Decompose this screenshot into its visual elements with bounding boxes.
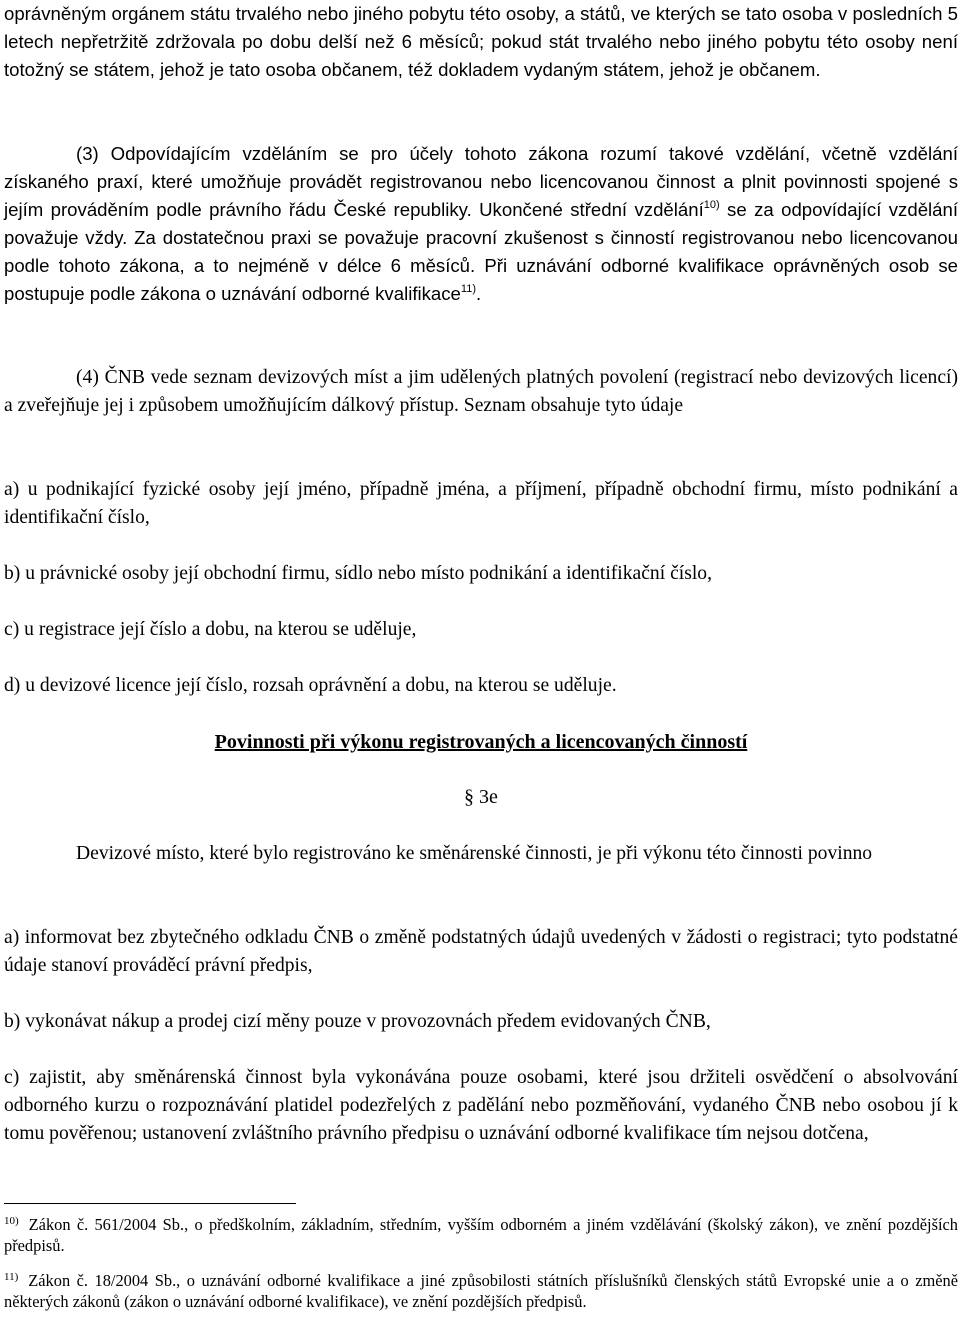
footnote-11	[4, 1270, 958, 1312]
paragraph-3-text-b: se za odpovídající vzdělání považuje vždy. Za dostatečnou praxi se považuje pracovní zkušenost s činností registrovanou nebo licencovanou podle tohoto zákona, a to nejméně v délce 6 měsíců. Při uznávání odborné kvalifikace oprávněných osob se postupuje podle zákona o uznávání odborné kvalifikace	[4, 199, 959, 304]
paragraph-4: (4) ČNB vede seznam devizových míst a jim udělených platných povolení (registrací nebo devizových licencí) a zveřejňuje jej i způsobem umožňujícím dálkový přístup. Seznam obsahuje tyto údaje	[4, 367, 958, 416]
list-item: d) u devizové licence její číslo, rozsah oprávnění a dobu, na kterou se uděluje.	[4, 675, 617, 696]
paragraph-3-end: .	[476, 283, 482, 304]
paragraph-3	[4, 140, 958, 308]
list-item: b) vykonávat nákup a prodej cizí měny pouze v provozovnách předem evidovaných ČNB,	[4, 1011, 711, 1032]
footnote-ref-11: 11)	[460, 283, 476, 295]
section-heading: Povinnosti při výkonu registrovaných a licencovaných činností	[214, 731, 748, 753]
list-item: b) u právnické osoby její obchodní firmu, sídlo nebo místo podnikání a identifikační číslo,	[4, 563, 712, 584]
list-item: a) u podnikající fyzické osoby její jméno, případně jména, a příjmení, případně obchodní firmu, místo podnikání a identifikační číslo,	[4, 479, 958, 528]
footnote-mark: 10)	[4, 1215, 19, 1227]
list-item: c) zajistit, aby směnárenská činnost byla vykonávána pouze osobami, které jsou držiteli osvědčení o absolvování odborného kurzu o rozpoznávání platidel podezřelých z padělání nebo pozměňování, vydaného ČNB nebo osobou jí k tomu pověřenou; ustanovení zvláštního právního předpisu o uznávání odborné kvalifikace tím nejsou dotčena,	[4, 1067, 958, 1144]
list-item: a) informovat bez zbytečného odkladu ČNB o změně podstatných údajů uvedených v žádosti o registraci; tyto podstatné údaje stanoví prováděcí právní předpis,	[4, 927, 958, 976]
section-number: § 3e	[464, 786, 498, 808]
list-item: c) u registrace její číslo a dobu, na kterou se uděluje,	[4, 619, 417, 640]
footnote-divider	[4, 1203, 296, 1204]
footnote-mark: 11)	[4, 1271, 19, 1283]
footnote-10	[4, 1214, 958, 1256]
footnote-text: Zákon č. 18/2004 Sb., o uznávání odborné kvalifikace a jiné způsobilosti státních příslušníků členských států Evropské unie a o změně některých zákonů (zákon o uznávání odborné kvalifikace), ve znění pozdějších předpisů.	[4, 1271, 958, 1311]
footnote-ref-10: 10)	[703, 199, 720, 211]
paragraph-continuation: oprávněným orgánem státu trvalého nebo jiného pobytu této osoby, a států, ve kterých se tato osoba v posledních 5 letech nepřetržitě zdržovala po dobu delší než 6 měsíců; pokud stát trvalého nebo jiného pobytu této osoby není totožný se státem, jehož je tato osoba občanem, též dokladem vydaným státem, jehož je občanem.	[4, 3, 958, 80]
paragraph-3-text-a: (3) Odpovídajícím vzděláním se pro účely tohoto zákona rozumí takové vzdělání, včetně vzdělání získaného praxí, které umožňuje provádět registrovanou nebo licencovanou činnost a plnit povinnosti spojené s jejím prováděním podle právního řádu České republiky. Ukončené střední vzdělání	[4, 143, 958, 220]
footnote-text: Zákon č. 561/2004 Sb., o předškolním, základním, středním, vyšším odborném a jiném vzdělávání (školský zákon), ve znění pozdějších předpisů.	[4, 1215, 958, 1255]
section-intro: Devizové místo, které bylo registrováno ke směnárenské činnosti, je při výkonu této činnosti povinno	[76, 843, 873, 864]
